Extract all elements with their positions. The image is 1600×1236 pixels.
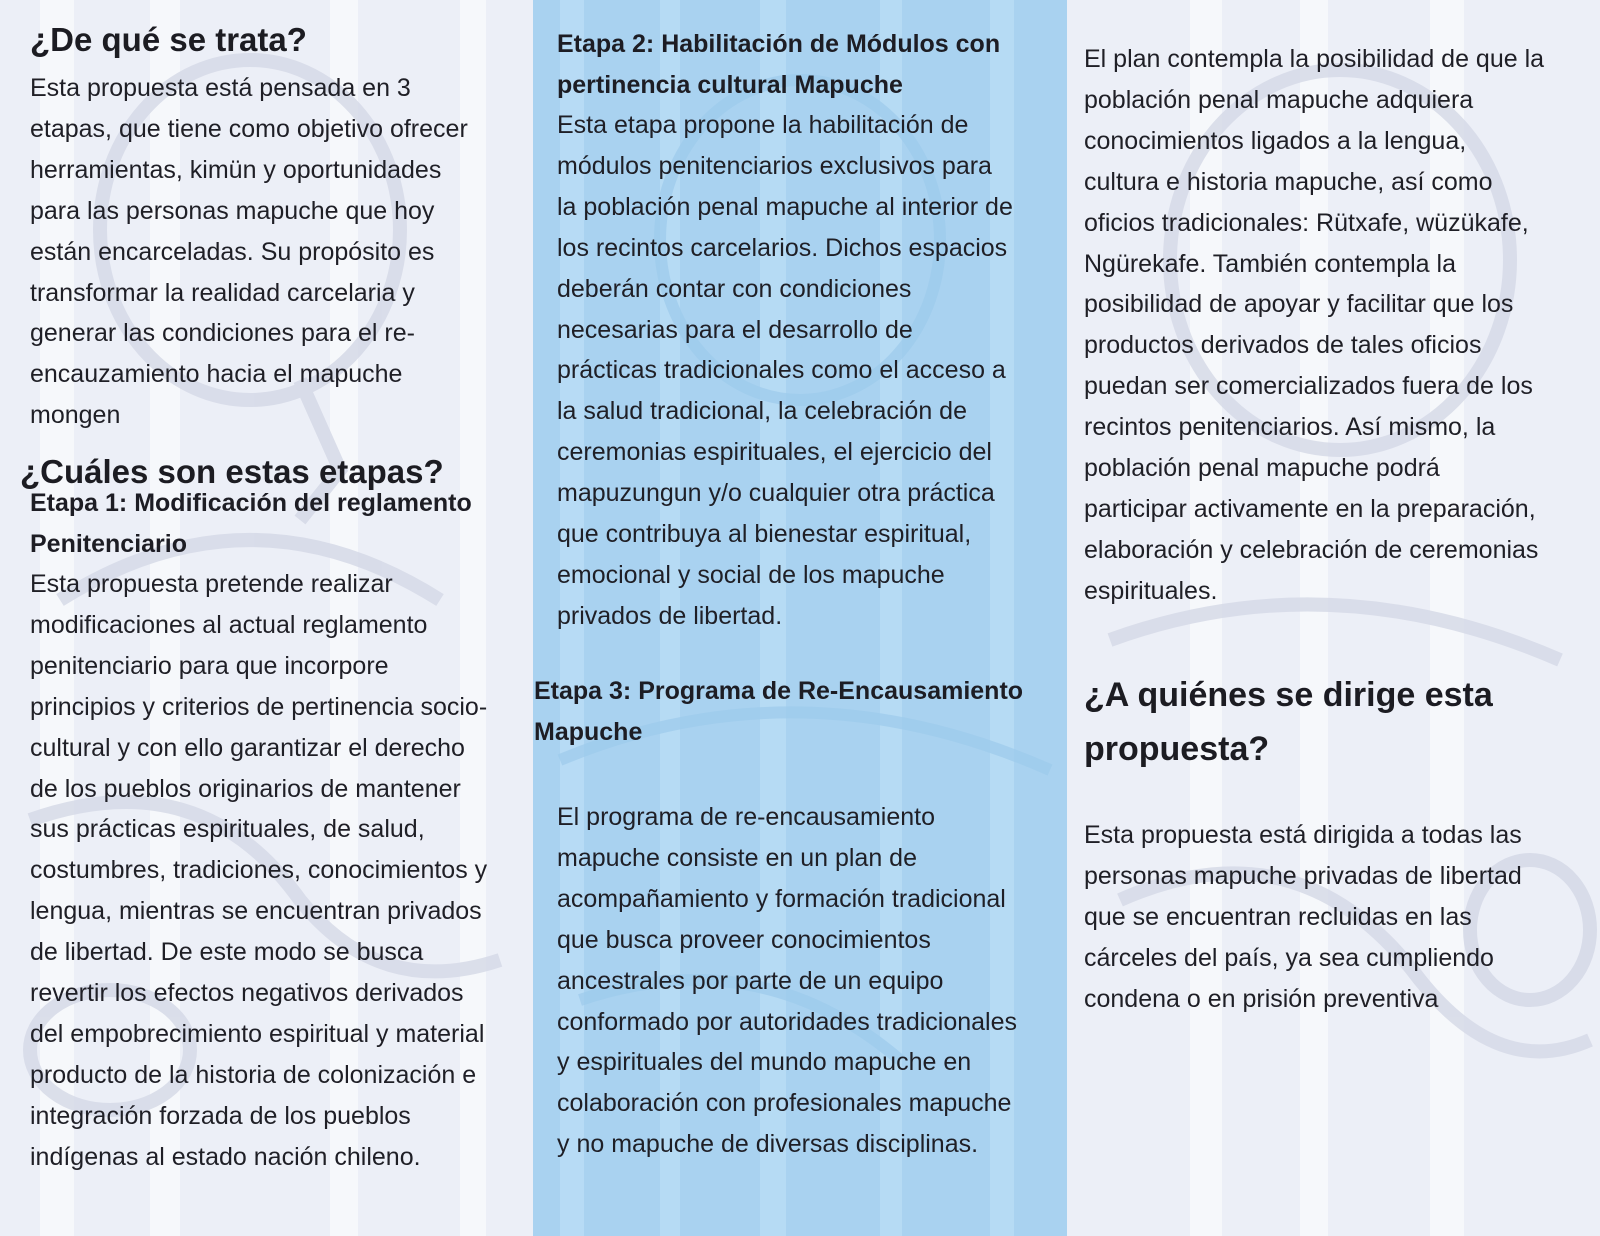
heading-stages: ¿Cuáles son estas etapas? [20,453,444,490]
who-paragraph: Esta propuesta está dirigida a todas las personas mapuche privadas de libertad que se encuentran recluidas en las cárceles del país, ya sea cumpliendo condena o en prisión preventiva [1084,821,1522,1013]
heading-what-is-it: ¿De qué se trata? [30,21,307,58]
left-column [0,0,533,1236]
right-column [1067,0,1600,1236]
middle-column [533,0,1067,1236]
stage1-body: Esta propuesta pretende realizar modificaciones al actual reglamento penitenciario para que incorpore principios y criterios de pertinencia socio- cultural y con ello garantizar el derecho de los pueblos originarios de mantener sus prácticas espirituales, de salud, costumbres, tradiciones, conocimientos y lengua, mientras se encuentran privados de libertad. De este modo se busca revertir los efectos negativos derivados del empobrecimiento espiritual y material producto de la historia de colonización e integración forzada de los pueblos indígenas al estado nación chileno. [30,570,488,1171]
stage3-title: Etapa 3: Programa de Re-Encausamiento Mapuche [534,677,1024,746]
heading-who-is-it-for: ¿A quiénes se dirige esta propuesta? [1084,676,1493,768]
stage1-title: Etapa 1: Modificación del reglamento Penitenciario [30,489,472,558]
stage2-body: Esta etapa propone la habilitación de módulos penitenciarios exclusivos para la población penal mapuche al interior de los recintos carcelarios. Dichos espacios deberán contar con condiciones necesarias para el desarrollo de prácticas tradicionales como el acceso a la salud tradicional, la celebración de ceremonias espirituales, el ejercicio del mapuzungun y/o cualquier otra práctica que contribuya al bienestar espiritual, emocional y social de los mapuche privados de libertad. [557,111,1013,630]
plan-paragraph: El plan contempla la posibilidad de que la población penal mapuche adquiera conocimientos ligados a la lengua, cultura e historia mapuche, así como oficios tradicionales: Rütxafe, wüzükafe, Ngürekafe. También contempla la posibilidad de apoyar y facilitar que los productos derivados de tales oficios puedan ser comercializados fuera de los recintos penitenciarios. Así mismo, la población penal mapuche podrá participar activamente en la preparación, elaboración y celebración de ceremonias espirituales. [1084,45,1545,605]
stage3-body: El programa de re-encausamiento mapuche consiste en un plan de acompañamiento y formación tradicional que busca proveer conocimientos ancestrales por parte de un equipo conformado por autoridades tradicionales y espirituales del mundo mapuche en colaboración con profesionales mapuche y no mapuche de diversas disciplinas. [557,803,1017,1159]
stage2-title: Etapa 2: Habilitación de Módulos con pertinencia cultural Mapuche [557,30,1001,99]
intro-paragraph: Esta propuesta está pensada en 3 etapas, que tiene como objetivo ofrecer herramientas, kimün y oportunidades para las personas mapuche que hoy están encarceladas. Su propósito es transformar la realidad carcelaria y generar las condiciones para el re- encauzamiento hacia el mapuche mongen [30,74,468,430]
